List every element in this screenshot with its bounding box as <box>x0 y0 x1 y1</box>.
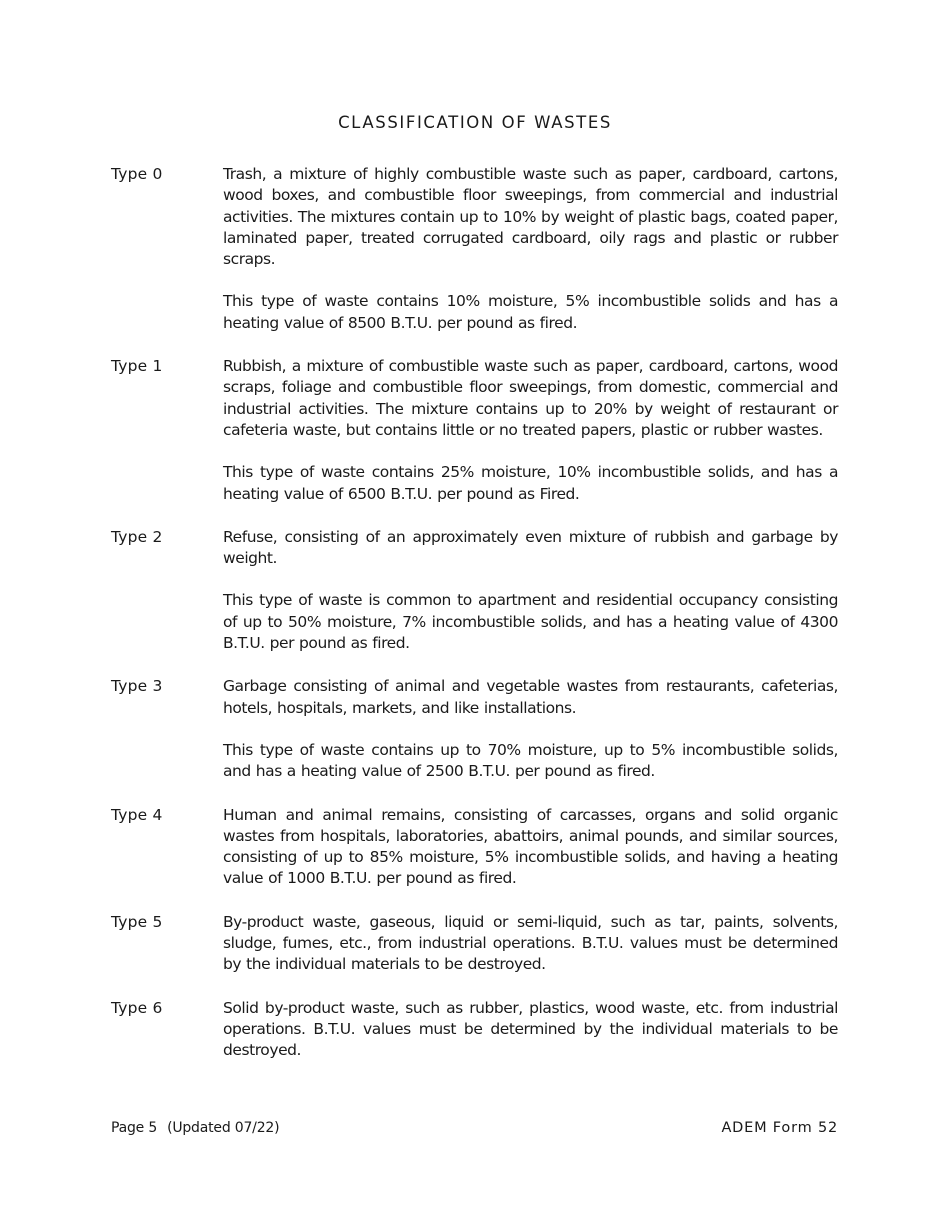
page-number: Page 5 <box>111 1120 158 1136</box>
properties-paragraph: This type of waste contains up to 70% moisture, up to 5% incombustible solids, and has a heating value of 2500 B.T.U. per pound as fired. <box>223 740 838 781</box>
description-paragraph: By-product waste, gaseous, liquid or semi-liquid, such as tar, paints, solvents, sludge, fumes, etc., from industrial operations. B.T.U. values must be determined by the individual materials to be destroyed. <box>223 912 838 974</box>
type-description <box>223 676 838 782</box>
type-label: Type 0 <box>111 165 163 183</box>
page-title: CLASSIFICATION OF WASTES <box>338 113 612 132</box>
updated-date: (Updated 07/22) <box>167 1120 280 1136</box>
waste-entry-type-6 <box>111 998 838 1062</box>
waste-entry-type-3 <box>111 676 838 782</box>
description-paragraph: Rubbish, a mixture of combustible waste such as paper, cardboard, cartons, wood scraps, foliage and combustible floor sweepings, from domestic, commercial and industrial activities. The mixture contains up to 20% by weight of restaurant or cafeteria waste, but contains little or no treated papers, plastic or rubber wastes. <box>223 357 838 439</box>
waste-entry-type-2 <box>111 527 838 654</box>
description-paragraph: Human and animal remains, consisting of carcasses, organs and solid organic wastes from hospitals, laboratories, abattoirs, animal pounds, and similar sources, consisting of up to 85% moisture, 5% incombustible solids, and having a heating value of 1000 B.T.U. per pound as fired. <box>223 805 838 888</box>
description-paragraph: Garbage consisting of animal and vegetable wastes from restaurants, cafeterias, hotels, hospitals, markets, and like installations. <box>223 677 838 717</box>
type-label: Type 5 <box>111 912 163 931</box>
waste-entry-type-5 <box>111 912 838 976</box>
type-label: Type 6 <box>111 998 163 1017</box>
properties-paragraph: This type of waste contains 25% moisture, 10% incombustible solids, and has a heating value of 6500 B.T.U. per pound as Fired. <box>223 463 838 503</box>
type-description <box>223 912 838 976</box>
type-label: Type 4 <box>111 805 163 824</box>
description-paragraph: Solid by-product waste, such as rubber, plastics, wood waste, etc. from industrial operations. B.T.U. values must be determined by the individual materials to be destroyed. <box>223 998 838 1060</box>
type-label: Type 1 <box>111 357 163 376</box>
waste-entry-type-1 <box>111 356 838 505</box>
waste-classification-list <box>111 164 838 1084</box>
properties-paragraph: This type of waste contains 10% moisture, 5% incombustible solids and has a heating value of 8500 B.T.U. per pound as fired. <box>223 292 838 332</box>
properties-paragraph: This type of waste is common to apartment and residential occupancy consisting of up to 50% moisture, 7% incombustible solids, and has a heating value of 4300 B.T.U. per pound as fired. <box>223 591 838 653</box>
waste-entry-type-0 <box>111 164 838 334</box>
type-description <box>223 356 838 505</box>
type-description <box>223 998 838 1062</box>
form-name: ADEM Form 52 <box>721 1120 838 1136</box>
type-label: Type 3 <box>111 677 163 696</box>
type-description <box>223 805 838 890</box>
type-description <box>223 527 838 654</box>
waste-entry-type-4 <box>111 805 838 890</box>
description-paragraph: Refuse, consisting of an approximately even mixture of rubbish and garbage by weight. <box>223 527 838 568</box>
type-label: Type 2 <box>111 527 163 546</box>
description-paragraph: Trash, a mixture of highly combustible waste such as paper, cardboard, cartons, wood boxes, and combustible floor sweepings, from commercial and industrial activities. The mixtures contain up to 10% by weight of plastic bags, coated paper, laminated paper, treated corrugated cardboard, oily rags and plastic or rubber scraps. <box>223 165 838 269</box>
page-footer-left <box>111 1119 279 1137</box>
type-description <box>223 164 838 334</box>
